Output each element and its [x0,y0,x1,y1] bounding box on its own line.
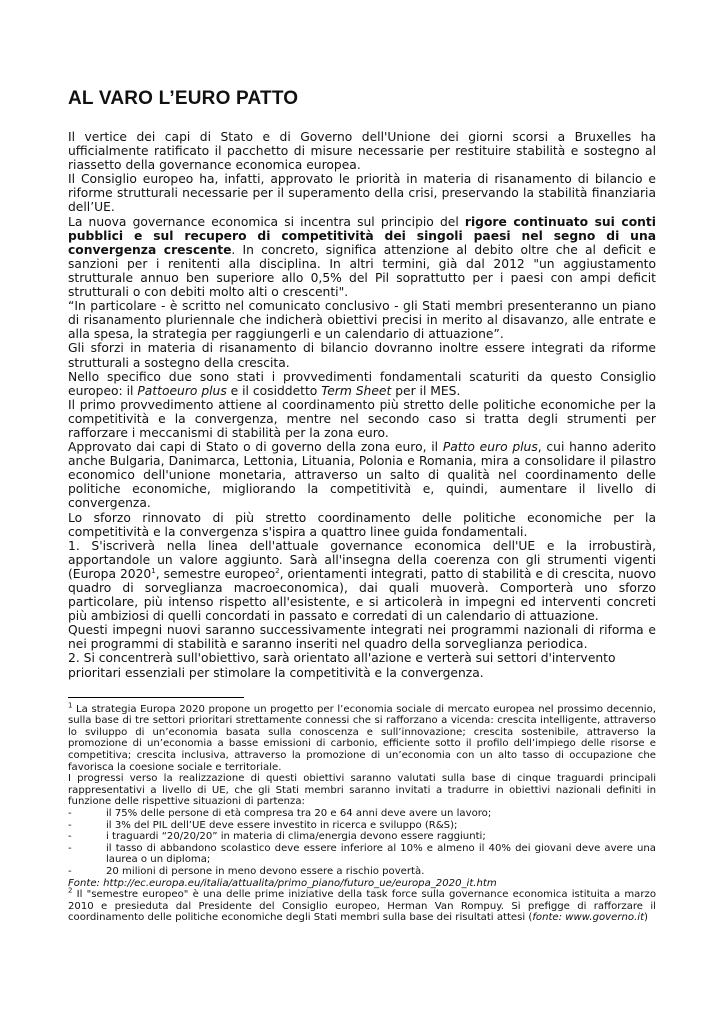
paragraph-4: “In particolare - è scritto nel comunicato conclusivo - gli Stati membri presenteranno un piano di risanamento pluriennale che indicherà obiettivi precisi in merito al disavanzo, alle entrate e alla spesa, la strategia per raggiungerli e un calendario di attuazione”. [68,299,656,342]
paragraph-2: Il Consiglio europeo ha, infatti, approvato le priorità in materia di risanamento di bilancio e riforme strutturali necessarie per il superamento della crisi, preservando la stabilità finanziaria dell’UE. [68,172,656,215]
footnote-divider [68,697,244,698]
footnote-2-end: ) [644,912,648,924]
footnote-1 [68,701,656,774]
list-dash: - [68,808,72,819]
paragraph-3-text: La nuova governance economica si incentra sul principio del [68,214,465,229]
paragraph-8-text-end: , cui hanno aderito anche Bulgaria, Danimarca, Lettonia, Lituania, Polonia e Romania, mira a consolidare il pilastro economico dell'unione monetaria, attraverso un salto di qualità nel coordinamento delle politiche economiche, migliorando la competitività e, quindi, aumentare il livello di convergenza. [68,440,657,511]
page-title: AL VARO L’EURO PATTO [68,88,299,109]
paragraph-3-text-end: . In concreto, significa attenzione al debito oltre che al deficit e sanzioni per i renitenti alla disciplina. In altri termini, già dal 2012 "un aggiustamento strutturale annuo ben superiore allo 0,5% del Pil soprattutto per i paesi con ampi deficit strutturali o con debiti molto alti o crescenti". [68,242,656,300]
footnotes [68,701,656,924]
paragraph-8-italic: Patto euro plus [442,440,538,455]
paragraph-3 [68,215,656,300]
paragraph-10-text-2: , semestre europeo [155,566,276,581]
list-item [68,820,656,832]
list-item [68,843,656,866]
list-item-text: il tasso di abbandono scolastico deve essere inferiore al 10% e almeno il 40% dei giovani deve avere una laurea o un diploma; [106,842,656,866]
list-item-text: i traguardi “20/20/20” in materia di clima/energia devono essere raggiunti; [106,831,486,843]
paragraph-3-bold: rigore continuato sui conti pubblici e sul recupero di competitività dei singoli paesi nel segno di una convergenza crescente [68,214,656,257]
footnote-1-mark: 1 [68,701,73,710]
footnote-2-mark: 2 [68,886,73,895]
paragraph-8 [68,440,656,510]
paragraph-12: 2. Si concentrerà sull'obiettivo, sarà orientato all'azione e verterà sui settori d'intervento prioritari essenziali per stimolare la competitività e la convergenza. [68,651,616,680]
paragraph-6 [68,370,656,398]
list-item-text: il 3% del PIL dell’UE deve essere investito in ricerca e sviluppo (R&S); [106,819,458,831]
paragraph-9: Lo sforzo rinnovato di più stretto coordinamento delle politiche economiche per la competitività e la convergenza s'ispira a quattro linee guida fondamentali. [68,510,656,539]
footnote-2 [68,886,656,924]
footnote-1-source [68,878,656,890]
paragraph-1: Il vertice dei capi di Stato e di Governo dell'Unione dei giorni scorsi a Bruxelles ha ufficialmente ratificato il pacchetto di misure necessarie per restituire stabilità e sostegno al riassetto della governance economica europea. [68,130,656,173]
source-link: Fonte: http://ec.europa.eu/italia/attualita/primo_piano/futuro_ue/europa_2020_it.htm [68,877,497,889]
paragraph-10-text-3: , orientamenti integrati, patto di stabilità e di crescita, nuovo quadro di sorveglianza macroeconomica), dai quali muoverà. Comporterà uno sforzo particolare, più intenso rispetto all'esistente, e si articolerà in impegni ed interventi concreti più ambiziosi di quelli concordati in passato e corredati di un calendario di attuazione. [68,566,656,624]
list-item [68,808,656,820]
footnote-2-source: fonte: www.governo.it [532,912,645,924]
paragraph-6-text-3: per il MES. [391,383,461,398]
paragraph-10-text: 1. S'iscriverà nella linea dell'attuale governance economica dell'UE e la irrobustirà, apportandole un valore aggiunto. Sarà all'insegna della coerenza con gli strumenti vigenti (Europa 2020 [68,538,656,581]
list-item [68,866,656,878]
footnote-1-text: La strategia Europa 2020 propone un progetto per l’economia sociale di mercato europea nel prossimo decennio, sulla base di tre settori prioritari strettamente connessi che si rafforzano a vicenda: crescita intelligente, attraverso lo sviluppo di un’economia basata sulla conoscenza e sull’innovazione; crescita sostenibile, attraverso la promozione di un’economia a basse emissioni di carbonio, efficiente sotto il profilo dell’impiego delle risorse e competitiva; crescita inclusiva, attraverso la promozione di un’economia con un alto tasso di occupazione che favorisca la coesione sociale e territoriale. [68,703,656,773]
list-item-text: il 75% delle persone di età compresa tra 20 e 64 anni deve avere un lavoro; [106,808,492,819]
article-body [68,130,656,680]
list-dash: - [68,819,72,831]
list-dash: - [68,831,72,843]
paragraph-11: Questi impegni nuovi saranno successivamente integrati nei programmi nazionali di riforma e nei programmi di stabilità e saranno inseriti nel quadro della sorveglianza periodica. [68,623,656,652]
list-dash: - [68,842,72,854]
paragraph-6-italic-1: Pattoeuro plus [137,383,227,398]
list-item [68,831,656,843]
footnote-1-list [68,808,656,878]
list-item-text: 20 milioni di persone in meno devono essere a rischio povertà. [106,865,425,877]
paragraph-6-text: Nello specifico due sono stati i provvedimenti fondamentali scaturiti da questo Consiglio europeo: il [68,369,656,398]
paragraph-7: Il primo provvedimento attiene al coordinamento più stretto delle politiche economiche per la competitività e la convergenza, mentre nel secondo caso si tratta degli strumenti per rafforzare i meccanismi di stabilità per la zona euro. [68,397,656,440]
footnote-1-para-2: I progressi verso la realizzazione di questi obiettivi saranno valutati sulla base di cinque traguardi principali rappresentativi a livello di UE, che gli Stati membri saranno invitati a tradurre in obiettivi nazionali definiti in funzione delle rispettive situazioni di partenza: [68,773,656,808]
paragraph-6-italic-2: Term Sheet [321,383,392,398]
footnote-2-text: Il "semestre europeo" è una delle prime iniziative della task force sulla governance economica istituita a marzo 2010 e presieduta dal Presidente del Consiglio europeo, Herman Van Rompuy. Si prefigge di rafforzare il coordinamento delle politiche economiche degli Stati membri sulla base dei risultati attesi ( [68,889,656,924]
footnote-ref-1: 1 [151,566,156,575]
paragraph-10 [68,539,656,624]
paragraph-8-text: Approvato dai capi di Stato o di governo della zona euro, il [68,440,443,455]
paragraph-6-text-2: e il cosiddetto [226,383,322,398]
document-page [68,88,656,924]
list-dash: - [68,865,72,877]
paragraph-5: Gli sforzi in materia di risanamento di bilancio dovranno inoltre essere integrati da riforme strutturali a sostegno della crescita. [68,341,656,370]
footnote-ref-2: 2 [275,566,280,575]
